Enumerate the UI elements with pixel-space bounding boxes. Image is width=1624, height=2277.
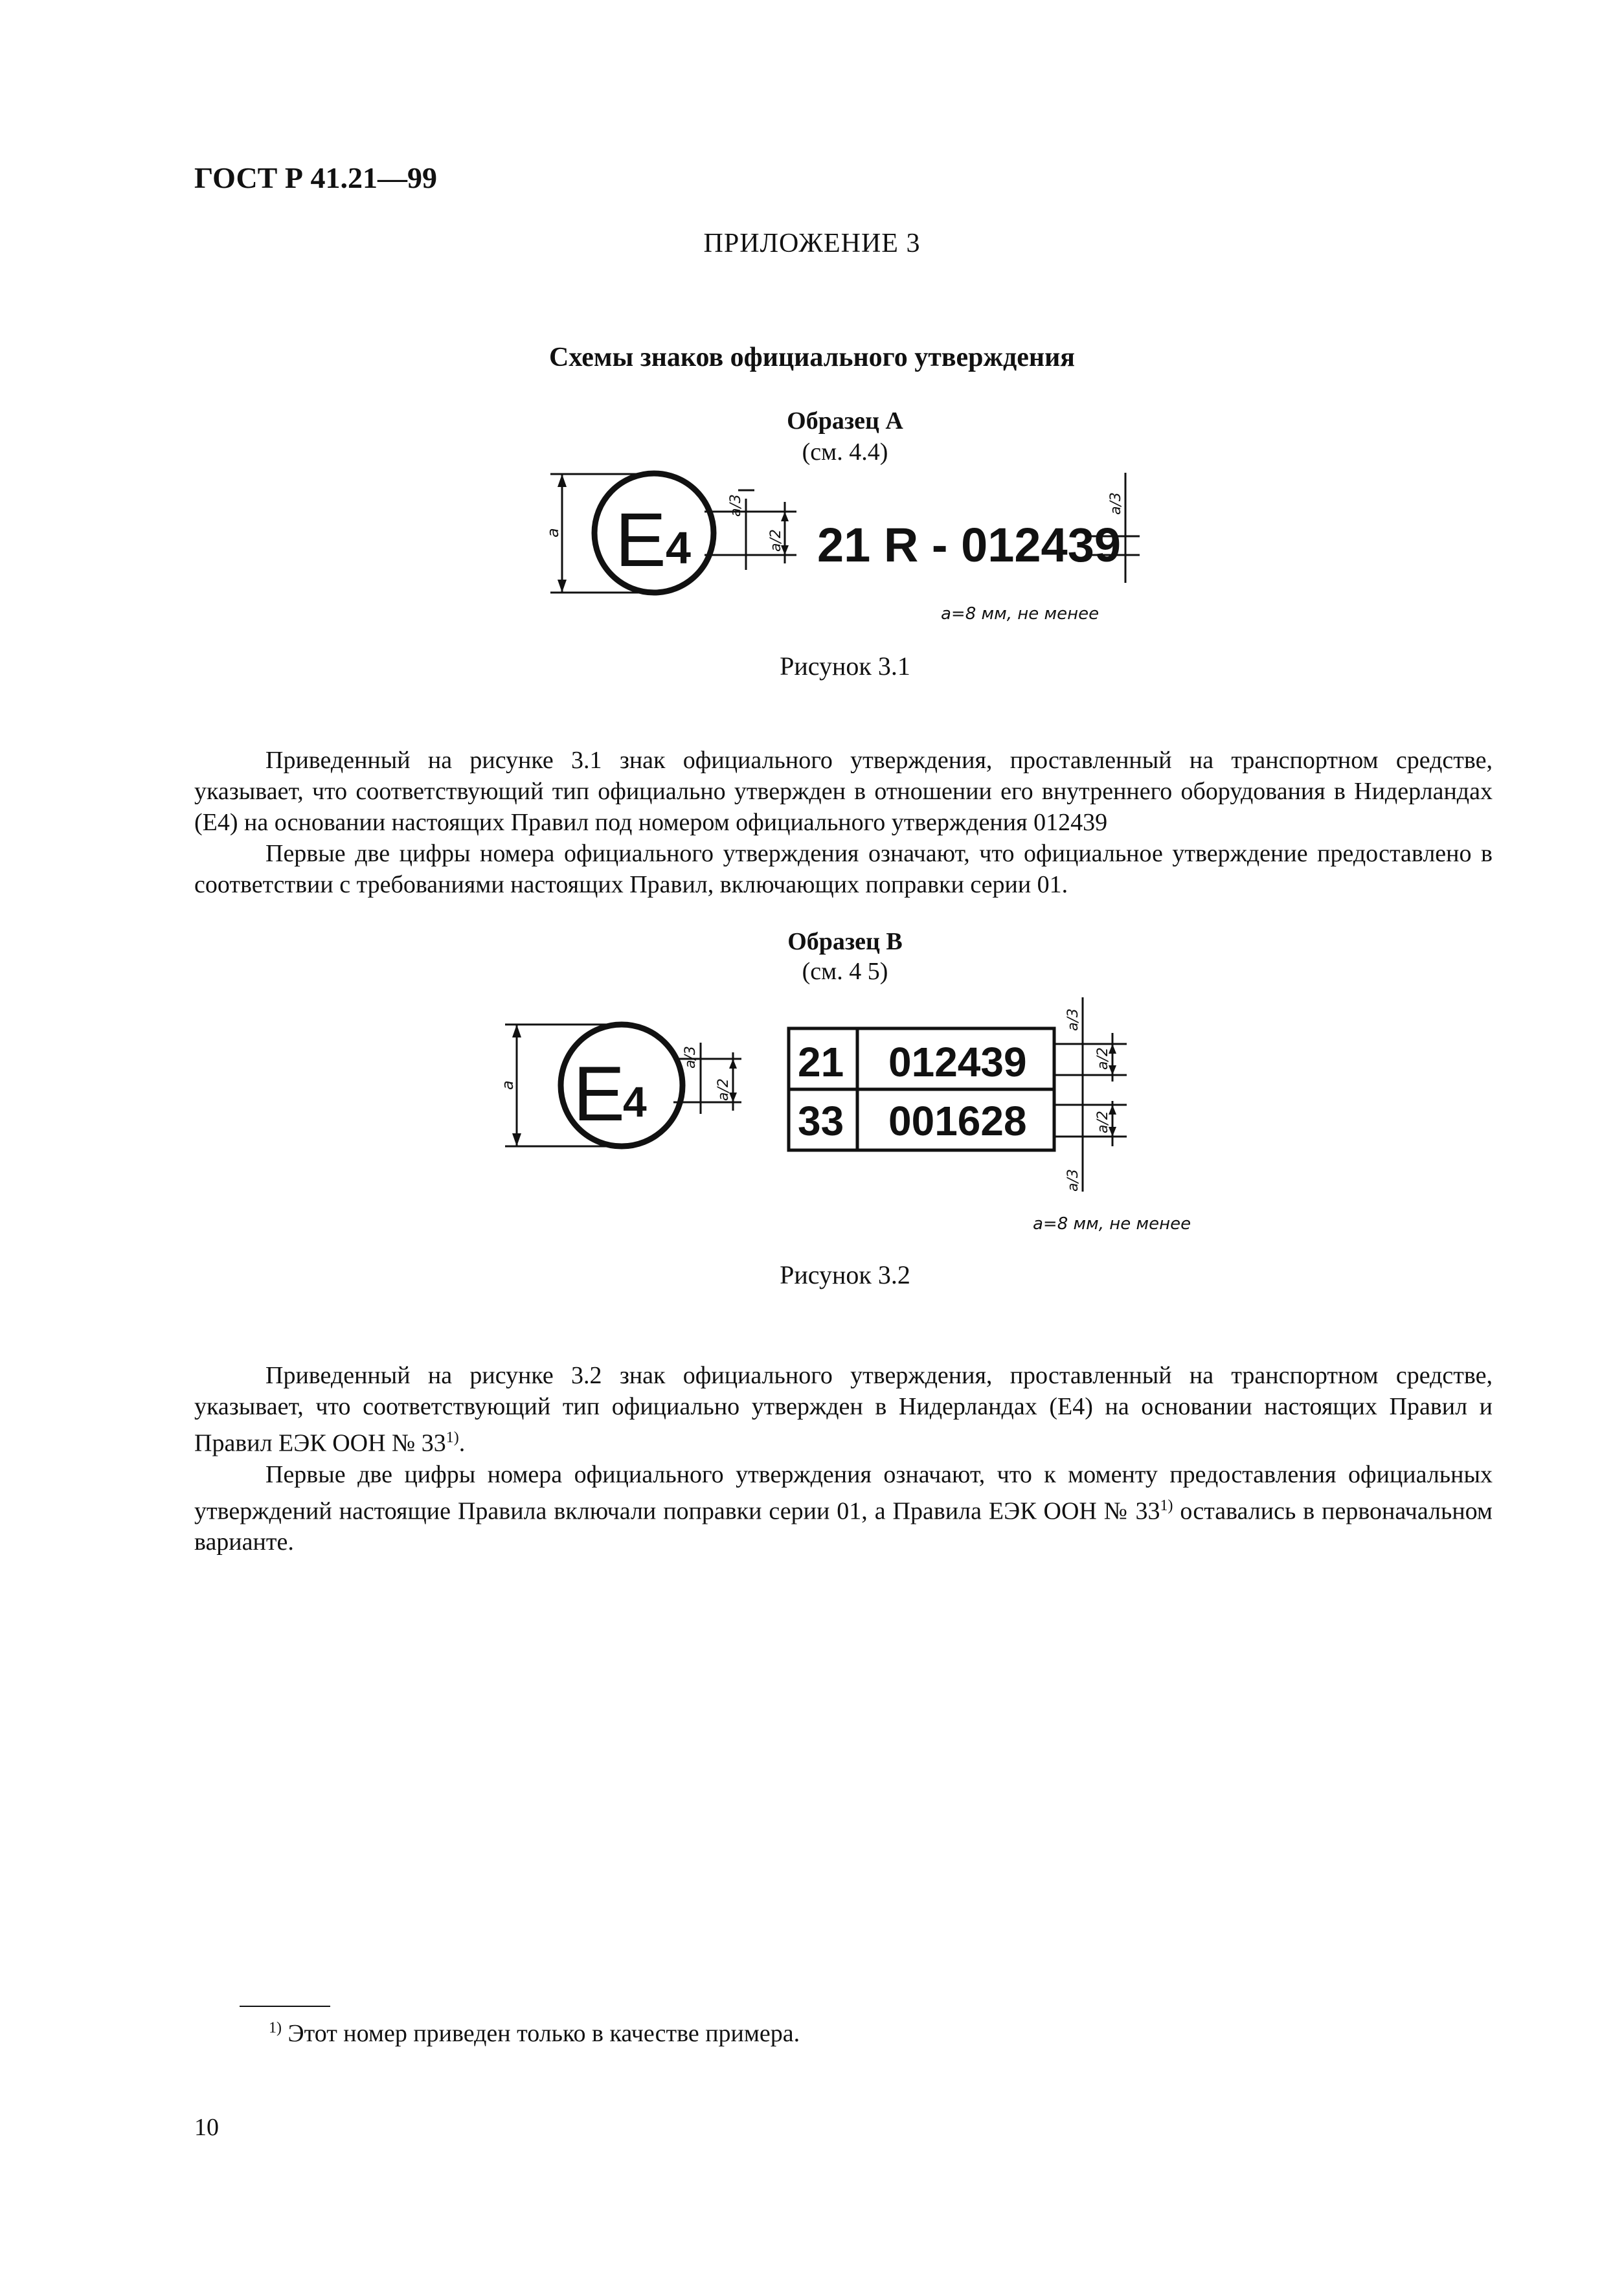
para2-p2-text-b: оставались в первоначальном варианте.: [194, 1497, 1493, 1556]
mark-a-letter: E: [615, 497, 666, 583]
mark-a-number: 21 R - 012439: [817, 518, 1122, 572]
approval-mark-b: [499, 991, 1146, 1211]
dim-a3-label: a/3: [728, 494, 744, 517]
footnote-text: Этот номер приведен только в качестве примера.: [282, 2020, 800, 2047]
mark-b-country: 4: [623, 1078, 647, 1126]
para2-p2-footnote-ref: 1): [1160, 1497, 1173, 1514]
footnote: [269, 2019, 800, 2048]
dim-b-a2-bottom-label: a/2: [1095, 1111, 1111, 1133]
appendix-heading: ПРИЛОЖЕНИЕ 3: [703, 229, 921, 258]
dim-a-label: a: [544, 528, 562, 538]
dim-a3-right-label: a/3: [1108, 492, 1124, 515]
section-title: Схемы знаков официального утверждения: [549, 343, 1075, 372]
sample-b-title: Образец В: [787, 928, 903, 955]
figure-3-2-caption: Рисунок 3.2: [780, 1260, 910, 1289]
dim-b-a-label: a: [499, 1080, 517, 1090]
paragraph-figure-3-1: [194, 745, 1493, 900]
dim-a2-label: a/2: [768, 529, 784, 552]
sample-a-note: a=8 мм, не менее: [941, 604, 1100, 624]
row1-approval-number: 012439: [888, 1039, 1027, 1085]
page-number: 10: [194, 2114, 219, 2141]
mark-a-country: 4: [666, 523, 691, 573]
document-code: ГОСТ Р 41.21—99: [194, 161, 437, 194]
para2-p1: [194, 1360, 1493, 1459]
sample-a-ref: (см. 4.4): [802, 438, 888, 466]
para2-p1-end: .: [458, 1429, 466, 1457]
sample-b-note: a=8 мм, не менее: [1033, 1214, 1191, 1234]
dim-b-a3-top-label: a/3: [1065, 1008, 1081, 1031]
sample-b-ref: (см. 4 5): [802, 958, 888, 985]
row2-regulation: 33: [798, 1098, 844, 1144]
footnote-separator: [240, 2006, 330, 2007]
row1-regulation: 21: [798, 1039, 844, 1085]
para1-line2: Первые две цифры номера официального утверждения означают, что официальное утверждение предоставлено в соответствии с требованиями настоящих Правил, включающих поправки серии 01.: [194, 840, 1493, 898]
footnote-marker: 1): [269, 2019, 282, 2037]
figure-3-1-caption: Рисунок 3.1: [780, 651, 910, 681]
para2-p2-text-a: Первые две цифры номера официального утверждения означают, что к моменту предоставления официальных утверждений настоящие Правила включали поправки серии 01, а Правила ЕЭК ООН № 33: [194, 1460, 1493, 1525]
para2-p1-text: Приведенный на рисунке 3.2 знак официального утверждения, проставленный на транспортном средстве, указывает, что соответствующий тип официально утвержден в Нидерландах (Е4) на основании настоящих Правил и Правил ЕЭК ООН № 33: [194, 1362, 1493, 1457]
para2-p2: [194, 1459, 1493, 1558]
para2-p1-footnote-ref: 1): [445, 1429, 459, 1446]
para1-line1: Приведенный на рисунке 3.1 знак официального утверждения, проставленный на транспортном средстве, указывает, что соответствующий тип официально утвержден в отношении его внутреннего оборудования в Нидерландах (Е4) на основании настоящих Правил под номером официального утверждения 012439: [194, 747, 1493, 836]
dim-b-a3-bottom-label: a/3: [1065, 1169, 1081, 1192]
mark-b-letter: E: [573, 1050, 626, 1137]
dim-b-a2-top-label: a/2: [1095, 1047, 1111, 1070]
sample-a-title: Образец А: [787, 407, 903, 435]
row2-approval-number: 001628: [888, 1098, 1027, 1144]
approval-mark-a: [531, 466, 1146, 609]
dim-b-a3-label: a/3: [682, 1046, 699, 1069]
dim-b-a2-label: a/2: [716, 1078, 732, 1101]
paragraph-figure-3-2: [194, 1360, 1493, 1558]
